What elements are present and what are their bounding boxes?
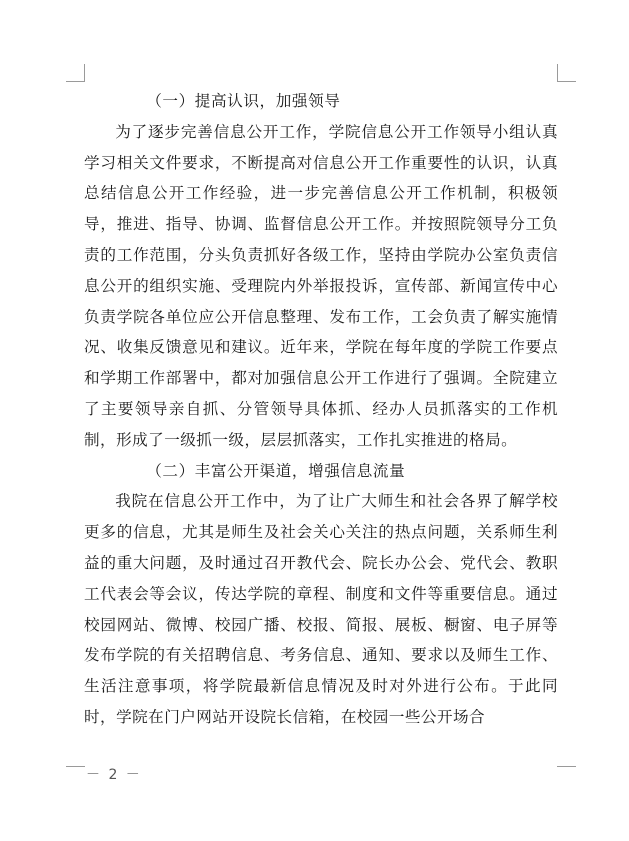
crop-mark-bottom-left [66,766,85,767]
crop-mark-top-right [557,81,576,82]
section-heading-1: （一）提高认识，加强领导 [146,92,341,110]
crop-mark-top-left [66,81,85,82]
crop-mark-bottom-right [557,766,576,767]
section-paragraph-2: 我院在信息公开工作中，为了让广大师生和社会各界了解学校更多的信息，尤其是师生及社会关心关注的热点问题，关系师生利益的重大问题，及时通过召开教代会、院长办公会、党代会、教职工代表会等会议，传达学院的章程、制度和文件等重要信息。通过校园网站、微博、校园广播、校报、简报、展板、橱窗、电子屏等发布学院的有关招聘信息、考务信息、通知、要求以及师生工作、生活注意事项，将学院最新信息情况及时对外进行公布。于此同时，学院在门户网站开设院长信箱，在校园一些公开场合 [84,492,558,726]
section-paragraph-1: 为了逐步完善信息公开工作，学院信息公开工作领导小组认真学习相关文件要求，不断提高对信息公开工作重要性的认识，认真总结信息公开工作经验，进一步完善信息公开工作机制，积极领导，推进、指导、协调、监督信息公开工作。并按照院领导分工负责的工作范围，分头负责抓好各级工作，坚持由学院办公室负责信息公开的组织实施、受理院内外举报投诉，宣传部、新闻宣传中心负责学院各单位应公开信息整理、发布工作，工会负责了解实施情况、收集反馈意见和建议。近年来，学院在每年度的学院工作要点和学期工作部署中，都对加强信息公开工作进行了强调。全院建立了主要领导亲自抓、分管领导具体抓、经办人员抓落实的工作机制，形成了一级抓一级，层层抓落实，工作扎实推进的格局。 [84,122,558,449]
document-body [84,86,558,733]
section-heading-2: （二）丰富公开渠道，增强信息流量 [146,461,406,480]
crop-mark-top-right [557,64,558,82]
crop-mark-top-left [84,64,85,82]
page-number: － 2 － [86,767,142,783]
